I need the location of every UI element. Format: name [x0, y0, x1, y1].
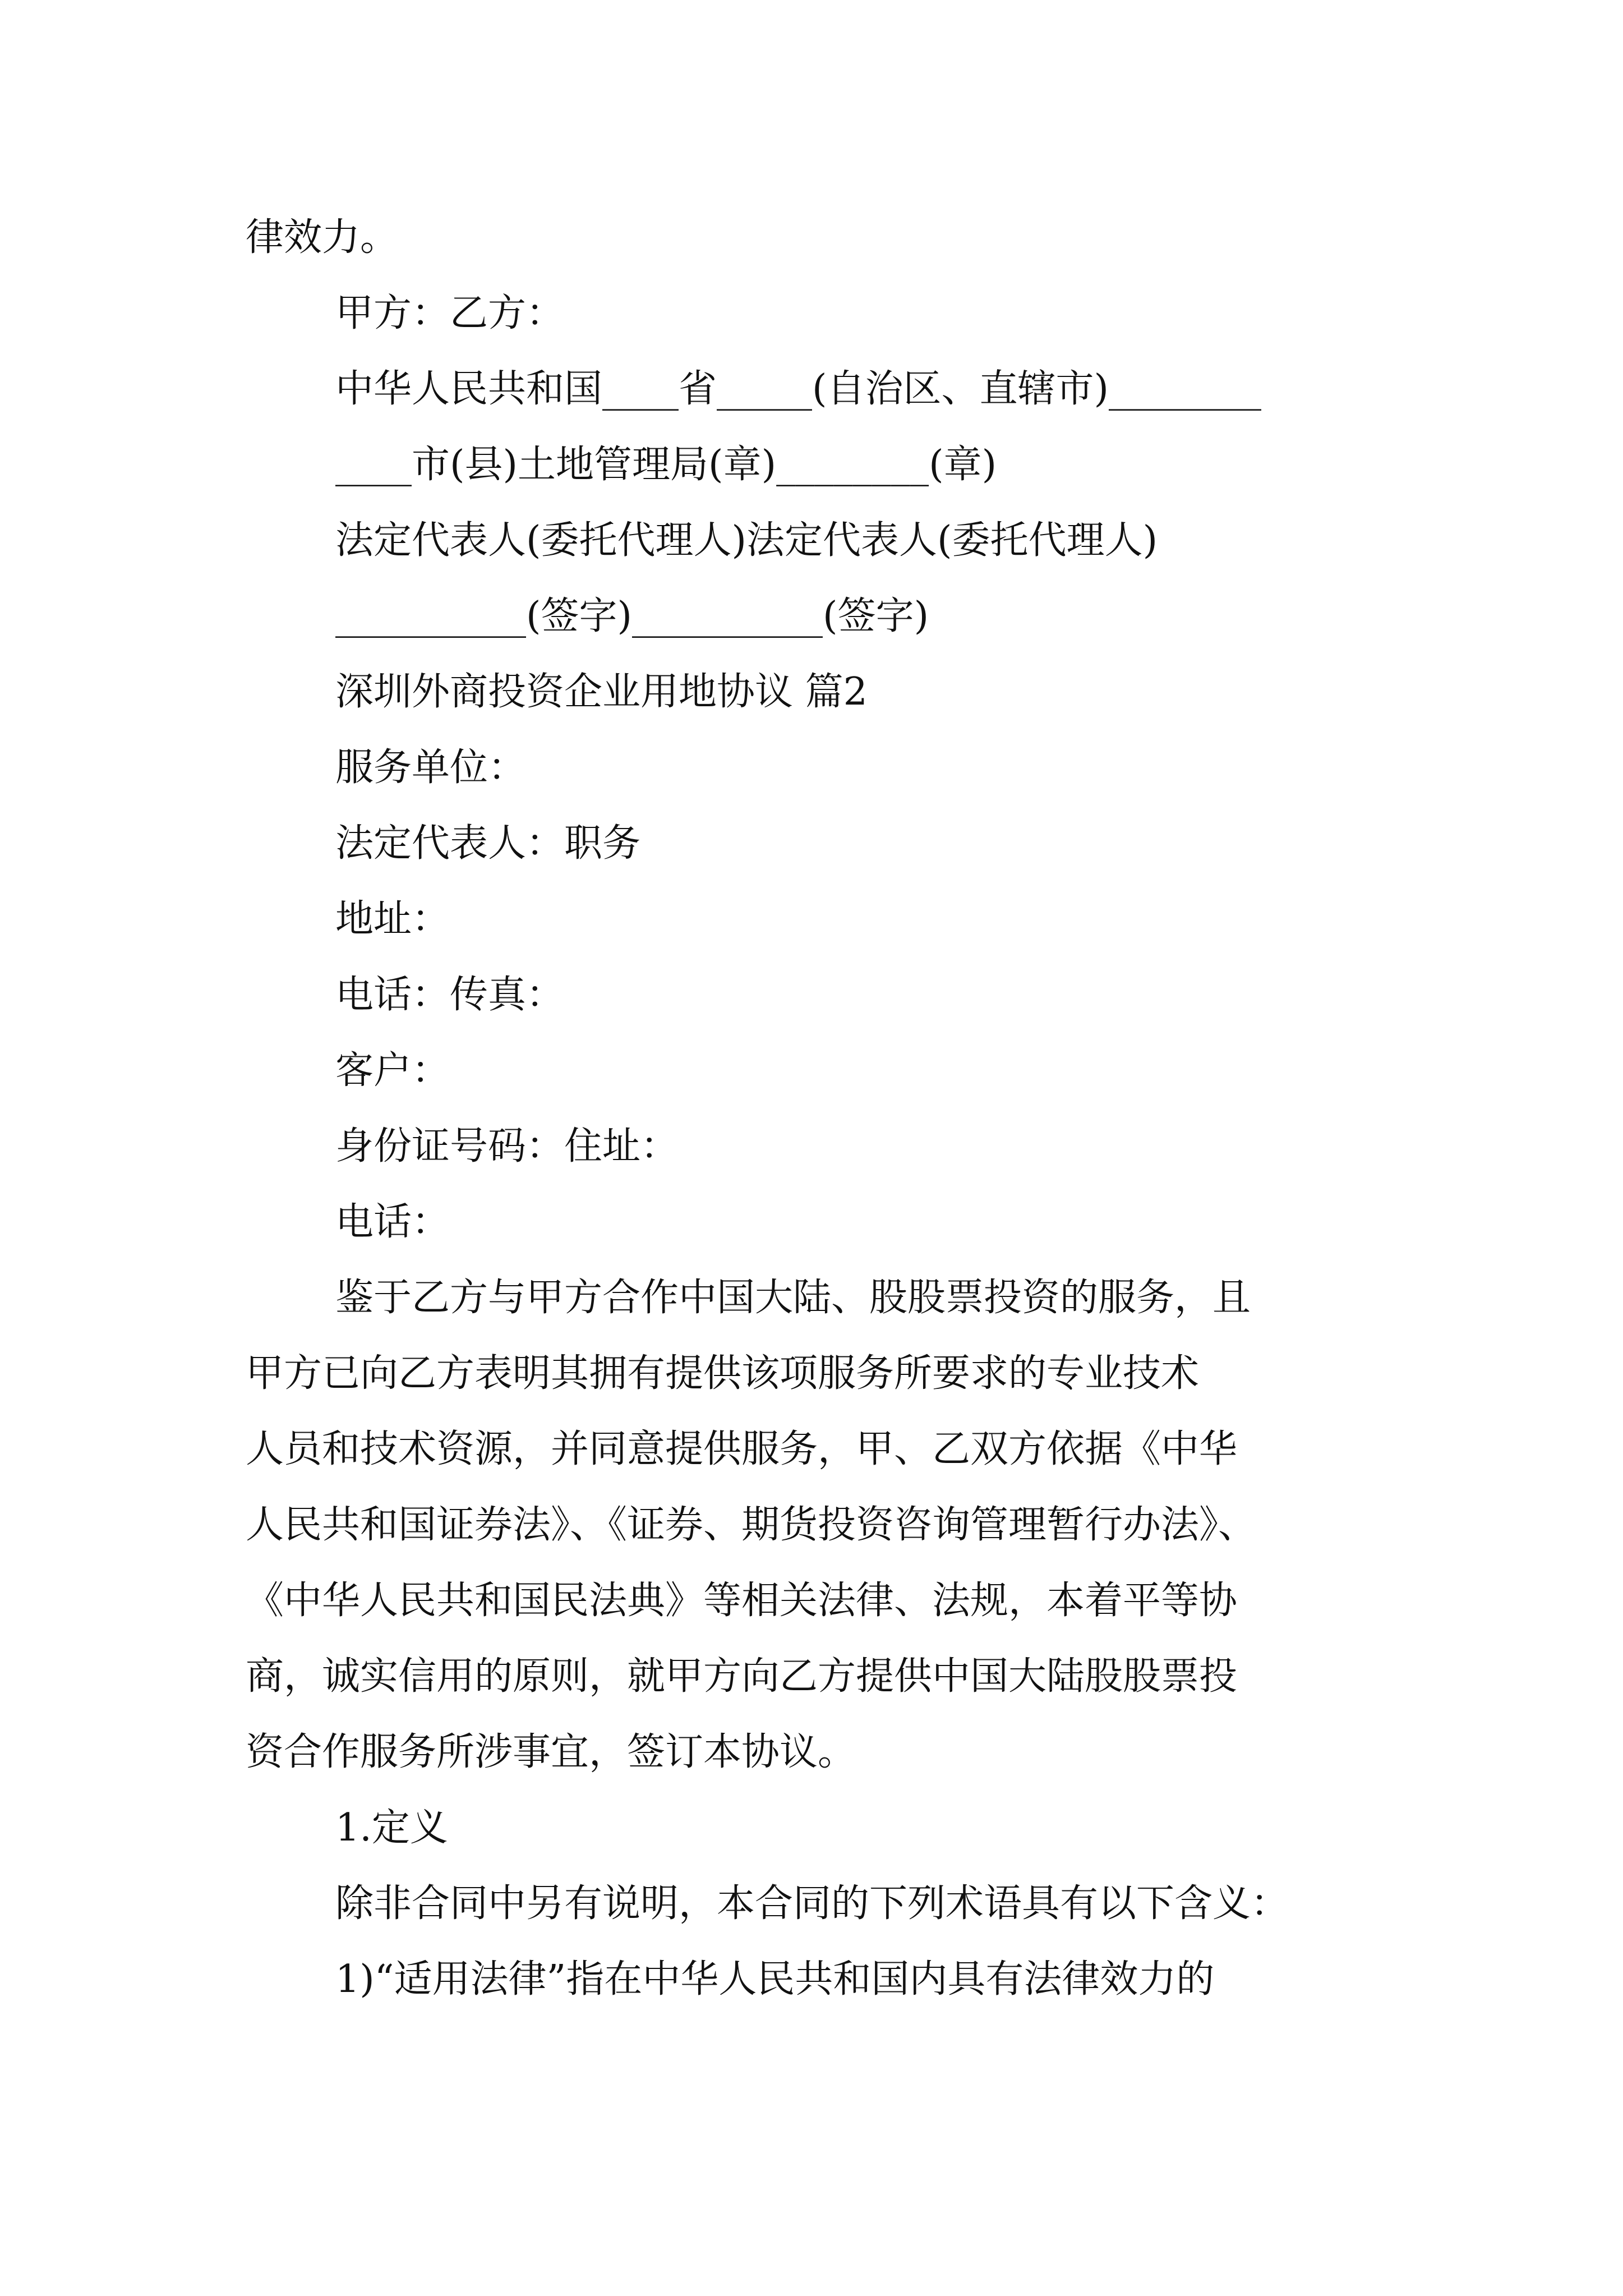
text-line: 电话：传真： [335, 973, 565, 1017]
paragraph-line: 人员和技术资源，并同意提供服务，甲、乙双方依据《中华 [246, 1427, 1238, 1471]
text-line: 身份证号码：住址： [335, 1124, 679, 1168]
text-line: ____市(县)土地管理局(章)________(章) [335, 443, 997, 487]
section-heading: 1.定义 [335, 1806, 448, 1850]
text-line: 律效力。 [246, 215, 399, 260]
text-line: __________(签字)__________(签字) [335, 594, 929, 638]
text-line: 中华人民共和国____省_____(自治区、直辖市)________ [335, 367, 1262, 411]
text-line: 甲方：乙方： [335, 291, 565, 335]
section-heading: 深圳外商投资企业用地协议 篇2 [335, 670, 868, 714]
paragraph-line: 除非合同中另有说明，本合同的下列术语具有以下含义： [335, 1881, 1289, 1926]
text-line: 电话： [335, 1200, 450, 1244]
text-line: 法定代表人(委托代理人)法定代表人(委托代理人) [335, 518, 1158, 563]
text-line: 服务单位： [335, 746, 527, 790]
paragraph-line: 鉴于乙方与甲方合作中国大陆、股股票投资的服务，且 [335, 1276, 1251, 1320]
paragraph-line: 甲方已向乙方表明其拥有提供该项服务所要求的专业技术 [246, 1351, 1200, 1396]
paragraph-line: 资合作服务所涉事宜，签订本协议。 [246, 1730, 856, 1774]
paragraph-line: 商，诚实信用的原则，就甲方向乙方提供中国大陆股股票投 [246, 1654, 1238, 1699]
text-line: 客户： [335, 1048, 450, 1093]
text-line: 法定代表人：职务 [335, 821, 641, 866]
text-line: 地址： [335, 897, 450, 941]
paragraph-line: 《中华人民共和国民法典》等相关法律、法规，本着平等协 [246, 1579, 1238, 1623]
paragraph-line: 人民共和国证券法》、《证券、期货投资咨询管理暂行办法》、 [246, 1503, 1257, 1547]
paragraph-line: 1)“适用法律”指在中华人民共和国内具有法律效力的 [335, 1957, 1215, 2001]
